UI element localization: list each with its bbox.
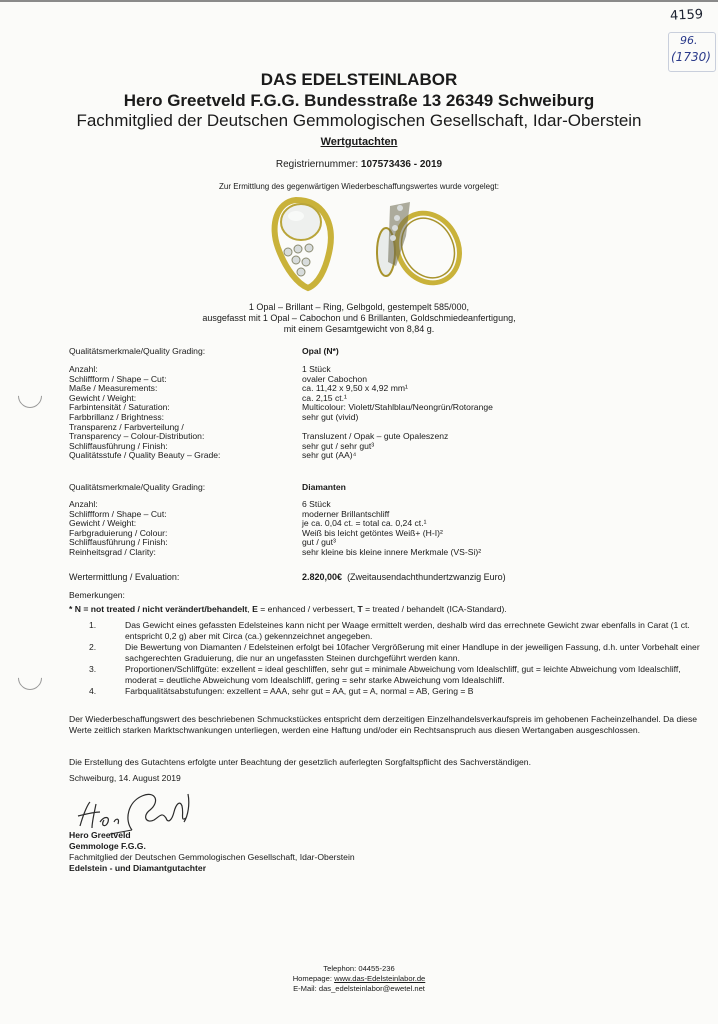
footnote-text: Proportionen/Schliffgüte: exzellent = ideal geschliffen, sehr gut = minimale Abweichung vom Idealschliff, gut = leichte Abweichung vom Idealschliff, moderat = deutliche Abweichung vom Idealschliff, gering = sehr starke Abweichung vom Idealschliff. <box>125 664 681 685</box>
signatory-name: Hero Greetveld <box>69 830 131 840</box>
ring-front-view <box>275 200 331 288</box>
contact-phone-line <box>0 964 718 974</box>
treatment-treated: = treated / behandelt (ICA-Standard). <box>362 604 507 614</box>
disclaimer-paragraph: Der Wiederbeschaffungswert des beschriebenen Schmuckstückes entspricht dem derzeitigen Einzelhandelsverkaufspreis im gehobenen Facheinzelhandel. Da diese Werte zeitlich starken Marktschwankungen unterliegen, werden eine Haftung und/oder ein Rechtsanspruch aus diesen Wertangaben ausgeschlossen. <box>69 714 698 735</box>
opal-grading-table <box>69 365 642 461</box>
footnote-number: 1. <box>89 620 97 630</box>
place-date: Schweiburg, 14. August 2019 <box>69 773 181 783</box>
scan-top-edge <box>0 0 718 2</box>
grading-label: Schliffform / Shape – Cut: <box>69 508 167 519</box>
lab-membership: Fachmitglied der Deutschen Gemmologischen Gesellschaft, Idar-Oberstein <box>76 111 642 130</box>
diligence-paragraph: Die Erstellung des Gutachtens erfolgte unter Beachtung der gesetzlich auferlegten Sorgfaltspflicht des Sachverständigen. <box>69 757 531 767</box>
grading-label: Qualitätsstufe / Quality Beauty – Grade: <box>69 450 221 461</box>
contact-footer <box>0 964 718 994</box>
grading-label: Maße / Measurements: <box>69 383 158 394</box>
handwritten-note-line1: 96. <box>680 34 698 47</box>
item-description-line: ausgefasst mit 1 Opal – Cabochon und 6 Brillanten, Goldschmiedeanfertigung, <box>202 313 516 323</box>
grading-value: ca. 2,15 ct.¹ <box>302 392 347 403</box>
treatment-not-treated: * N = not treated / nicht verändert/behandelt <box>69 604 248 614</box>
grading-value: je ca. 0,04 ct. = total ca. 0,24 ct.¹ <box>302 518 427 529</box>
punch-hole-bottom <box>13 661 47 695</box>
treatment-enhanced: = enhanced / verbessert, <box>257 604 358 614</box>
treatment-sep: , <box>247 604 253 614</box>
phone-number: 04455-236 <box>358 964 395 973</box>
grading-label: Farbgraduierung / Colour: <box>69 527 168 538</box>
footnote-number: 2. <box>89 642 97 652</box>
lab-address: Hero Greetveld F.G.G. Bundesstraße 13 26349 Schweiburg <box>123 91 595 110</box>
document-type: Wertgutachten <box>320 136 398 148</box>
signatory-block <box>69 830 355 874</box>
grading-heading-value: Opal (N*) <box>302 346 339 356</box>
grading-label: Reinheitsgrad / Clarity: <box>69 546 156 557</box>
diamond-grading-heading <box>69 483 642 493</box>
homepage-link[interactable]: www.das-Edelsteinlabor.de <box>334 974 426 983</box>
grading-value: moderner Brillantschliff <box>302 508 390 519</box>
grading-value: sehr gut (vivid) <box>302 411 359 422</box>
ring-side-view <box>377 202 468 292</box>
grading-value: gut / gut³ <box>302 537 336 548</box>
handwritten-note-line2: (1730) <box>671 50 711 64</box>
grading-value: Transluzent / Opak – gute Opaleszenz <box>302 431 449 442</box>
treatment-e: E <box>252 604 258 614</box>
grading-value: 6 Stück <box>302 499 331 509</box>
grading-value: ovaler Cabochon <box>302 373 367 384</box>
grading-row <box>69 451 642 461</box>
signatory-title: Gemmologe F.G.G. <box>69 841 146 851</box>
grading-heading-value: Diamanten <box>302 482 346 492</box>
footnote-text: Farbqualitätsabstufungen: exzellent = AAA, sehr gut = AA, gut = A, normal = AB, Gering = B <box>125 686 474 696</box>
lab-name: DAS EDELSTEINLABOR <box>260 70 458 89</box>
grading-label: Schliffausführung / Finish: <box>69 440 168 451</box>
footnote-item <box>69 686 709 697</box>
grading-label: Schliffform / Shape – Cut: <box>69 373 167 384</box>
phone-label: Telephon: <box>323 964 357 973</box>
grading-value: Multicolour: Violett/Stahlblau/Neongrün/Rotorange <box>302 402 493 413</box>
grading-heading-label: Qualitätsmerkmale/Quality Grading: <box>69 482 206 492</box>
evaluation-amount: 2.820,00€ <box>302 572 343 582</box>
grading-row <box>69 548 642 558</box>
footnote-item <box>69 620 709 642</box>
grading-value: sehr kleine bis kleine innere Merkmale (VS-Si)² <box>302 546 482 557</box>
intro-text: Zur Ermittlung des gegenwärtigen Wiederbeschaffungswertes wurde vorgelegt: <box>219 182 499 191</box>
signatory-role: Edelstein - und Diamantgutachter <box>69 863 207 873</box>
contact-homepage-line <box>0 974 718 984</box>
registration-label: Registriernummer: <box>275 159 359 170</box>
handwritten-ref-number: 4159 <box>669 7 704 24</box>
email-address[interactable]: das_edelsteinlabor@ewetel.net <box>318 984 425 993</box>
punch-hole-top <box>13 379 47 413</box>
grading-value: ca. 11,42 x 9,50 x 4,92 mm¹ <box>302 383 408 394</box>
grading-value: sehr gut (AA)⁴ <box>302 450 357 461</box>
grading-row <box>69 384 642 394</box>
grading-label: Anzahl: <box>69 499 98 509</box>
registration-number: 107573436 - 2019 <box>360 159 443 170</box>
grading-label: Gewicht / Weight: <box>69 518 137 529</box>
footnote-number: 3. <box>89 664 97 674</box>
evaluation-label: Wertermittlung / Evaluation: <box>69 572 180 582</box>
email-label: E-Mail: <box>293 984 317 993</box>
diamond-grading-table <box>69 500 642 558</box>
homepage-label: Homepage: <box>292 974 332 983</box>
footnote-text: Die Bewertung von Diamanten / Edelsteinen erfolgt bei 10facher Vergrößerung mit einer Handlupe in der jeweiligen Fassung, d.h. unter Vorbehalt einer sachgerechten Graduierung, die nur an ungefassten Steinen durchgeführt werden kann. <box>125 642 700 663</box>
contact-email-line <box>0 984 718 994</box>
item-description-line: 1 Opal – Brillant – Ring, Gelbgold, gestempelt 585/000, <box>248 302 470 312</box>
treatment-legend <box>69 604 507 614</box>
footnote-number: 4. <box>89 686 97 696</box>
grading-label: Anzahl: <box>69 364 98 374</box>
footnote-item <box>69 664 709 686</box>
footnote-item <box>69 642 709 664</box>
grading-value: 1 Stück <box>302 364 331 374</box>
grading-value: Weiß bis leicht getöntes Weiß+ (H-I)² <box>302 527 443 538</box>
signatory-membership: Fachmitglied der Deutschen Gemmologischen Gesellschaft, Idar-Oberstein <box>69 852 355 862</box>
grading-label: Gewicht / Weight: <box>69 392 137 403</box>
treatment-t: T <box>357 604 363 614</box>
ring-photo <box>268 196 468 292</box>
registration-line <box>0 159 718 170</box>
grading-heading-label: Qualitätsmerkmale/Quality Grading: <box>69 346 206 356</box>
grading-label: Schliffausführung / Finish: <box>69 537 168 548</box>
grading-label: Transparenz / Farbverteilung / <box>69 421 184 432</box>
evaluation-row <box>69 573 642 583</box>
signature <box>70 790 200 835</box>
evaluation-amount-words: (Zweitausendachthundertzwanzig Euro) <box>347 572 506 582</box>
grading-label: Farbbrillanz / Brightness: <box>69 411 165 422</box>
grading-label: Farbintensität / Saturation: <box>69 402 170 413</box>
remarks-label: Bemerkungen: <box>69 590 125 600</box>
item-description-line: mit einem Gesamtgewicht von 8,84 g. <box>283 324 435 334</box>
grading-value: sehr gut / sehr gut³ <box>302 440 375 451</box>
footnotes-list <box>69 620 709 697</box>
item-description <box>0 302 718 335</box>
footnote-text: Das Gewicht eines gefassten Edelsteines kann nicht per Waage ermittelt werden, deshalb wird das errechnete Gewicht zwar ebenfalls in Carat (1 ct. entspricht 0,2 g) aber mit Circa (ca.) gekennzeichnet angegeben. <box>125 620 690 641</box>
opal-grading-heading <box>69 347 642 357</box>
grading-label: Transparency – Colour-Distribution: <box>69 431 205 442</box>
